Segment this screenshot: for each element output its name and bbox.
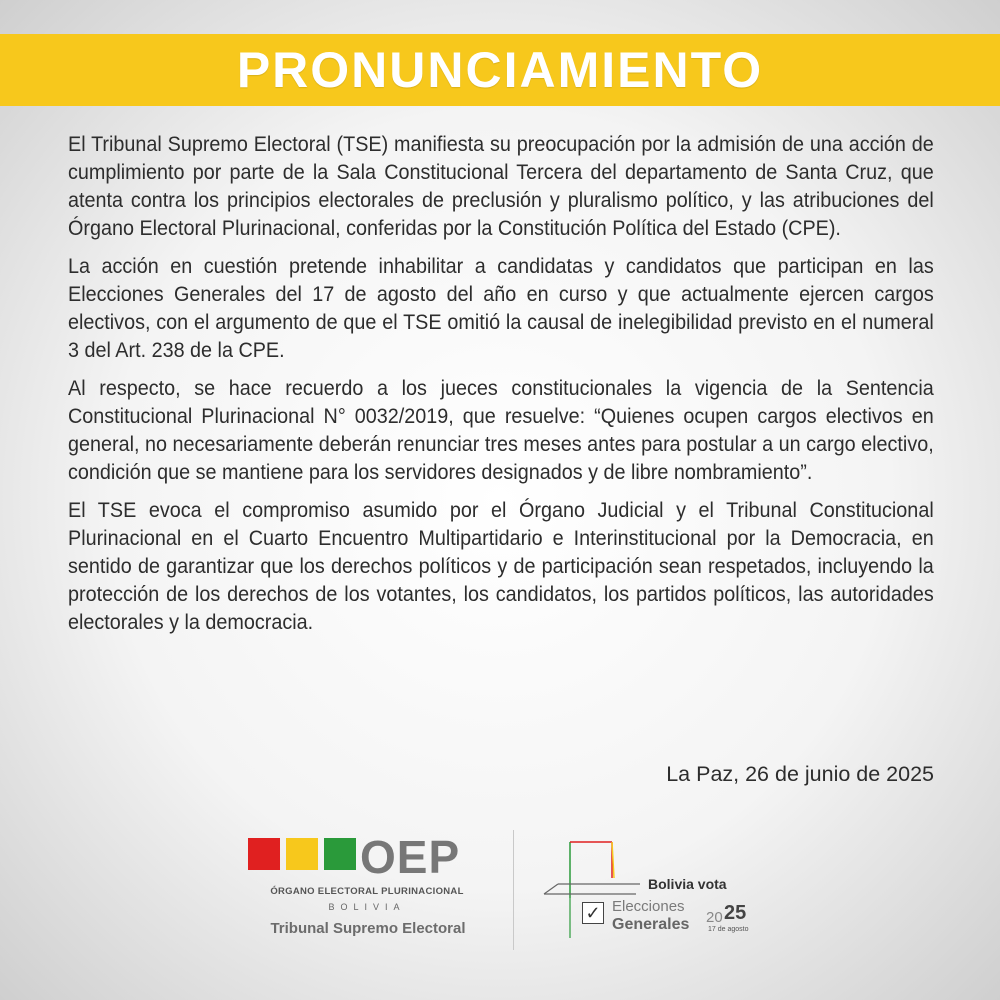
red-square-icon [248, 838, 280, 870]
flag-squares-icon [248, 838, 356, 870]
election-date: 17 de agosto [708, 926, 749, 933]
green-square-icon [324, 838, 356, 870]
paragraph-2: La acción en cuestión pretende inhabilitar a candidatas y candidatos que participan en las Elecciones Generales del 17 de agosto del año en curso y que actualmente ejercen cargos electivos, con el argumento de que el TSE omitió la causal de inelegibilidad previsto en el numeral 3 del Art. 238 de la CPE. [68, 254, 934, 362]
oep-acronym: OEP [360, 831, 461, 883]
oep-full-name: ÓRGANO ELECTORAL PLURINACIONAL [270, 886, 464, 897]
year-prefix: 20 [706, 909, 723, 926]
paragraph-3: Al respecto, se hace recuerdo a los jueces constitucionales la vigencia de la Sentencia Constitucional Plurinacional N° 0032/2019, que resuelve: “Quienes ocupen cargos electivos en general, no necesariamente deberán renunciar tres meses antes para postular a un cargo electivo, condición que se mantiene para los servidores designados y de libre nombramiento”. [68, 376, 934, 484]
paragraph-1: El Tribunal Supremo Electoral (TSE) manifiesta su preocupación por la admisión de una acción de cumplimiento por parte de la Sala Constitucional Tercera del departamento de Santa Cruz, que atenta contra los principios electorales de preclusión y pluralismo político, y las atribuciones del Órgano Electoral Plurinacional, conferidas por la Constitución Política del Estado (CPE). [68, 132, 934, 240]
generales-label: Generales [612, 916, 690, 933]
bolivia-vota-label: Bolivia vota [648, 876, 727, 892]
elecciones-label: Elecciones [612, 898, 685, 915]
oep-tribunal: Tribunal Supremo Electoral [270, 920, 466, 937]
paragraph-4: El TSE evoca el compromiso asumido por el Órgano Judicial y el Tribunal Constitucional Plurinacional en el Cuarto Encuentro Multipartidario e Interinstitucional por la Democracia, en sentido de garantizar que los derechos políticos y de participación sean respetados, incluyendo la protección de los derechos de los votantes, los candidatos, los partidos políticos, las autoridades electorales y la democracia. [68, 498, 934, 634]
year-suffix: 25 [724, 902, 747, 924]
yellow-square-icon [286, 838, 318, 870]
elections-logo [540, 838, 770, 948]
title-banner [0, 34, 1000, 106]
logo-divider [513, 830, 514, 950]
page-title: PRONUNCIAMIENTO [236, 42, 764, 98]
date-line: La Paz, 26 de junio de 2025 [666, 762, 934, 786]
oep-logo [248, 831, 488, 946]
statement-body [68, 130, 934, 646]
oep-country: BOLIVIA [328, 902, 406, 912]
checkbox-icon: ✓ [582, 902, 604, 924]
